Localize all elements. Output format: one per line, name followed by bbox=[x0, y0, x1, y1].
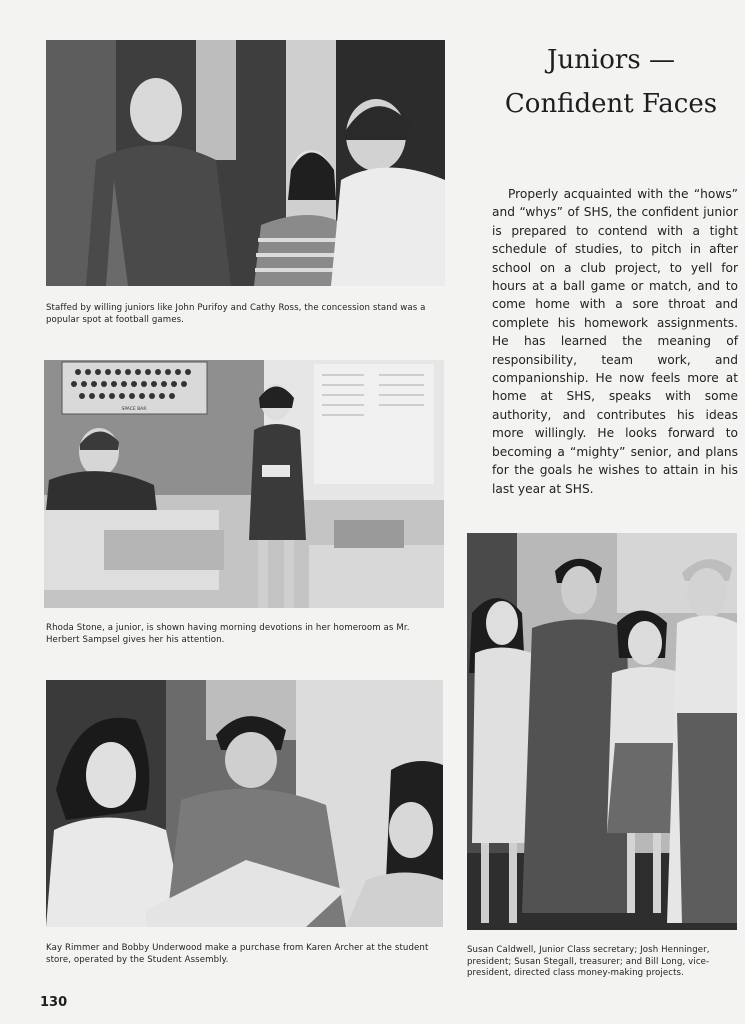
page-title bbox=[492, 38, 730, 126]
photo-homeroom bbox=[44, 360, 444, 608]
photo-class-officers bbox=[467, 533, 737, 930]
typewriter-chart-label: SPACE BAR bbox=[121, 407, 147, 412]
photo-concession-stand bbox=[46, 40, 445, 286]
caption-store: Kay Rimmer and Bobby Underwood make a purchase from Karen Archer at the student store, operated by the Student Assembly. bbox=[46, 943, 429, 965]
photo-student-store bbox=[46, 680, 443, 927]
caption-homeroom: Rhoda Stone, a junior, is shown having morning devotions in her homeroom as Mr. Herbert Sampsel gives her his attention. bbox=[46, 623, 410, 645]
page-title-line-2: Confident Faces bbox=[504, 89, 718, 119]
caption-concession: Staffed by willing juniors like John Purifoy and Cathy Ross, the concession stand was a popular spot at football games. bbox=[46, 303, 426, 325]
caption-officers: Susan Caldwell, Junior Class secretary; Josh Henninger, president; Susan Stegall, treasurer; and Bill Long, vice-president, directed class money-making projects. bbox=[467, 945, 710, 978]
page-title-line-1: Juniors — bbox=[547, 45, 675, 75]
body-paragraph: Properly acquainted with the “hows” and “whys” of SHS, the confident junior is prepared to contend with a tight schedule of studies, to pitch in after school on a club project, to yell for hours at a ball game or match, and to come home with a sore throat and complete his homework assignments. He has learned the meaning of responsibility, team work, and companionship. He now feels more at home at SHS, speaks with some authority, and contributes his ideas more willingly. He looks forward to becoming a “mighty” senior, and plans for the goals he wishes to attain in his last year at SHS. bbox=[492, 187, 738, 496]
page-number: 130 bbox=[40, 995, 68, 1010]
